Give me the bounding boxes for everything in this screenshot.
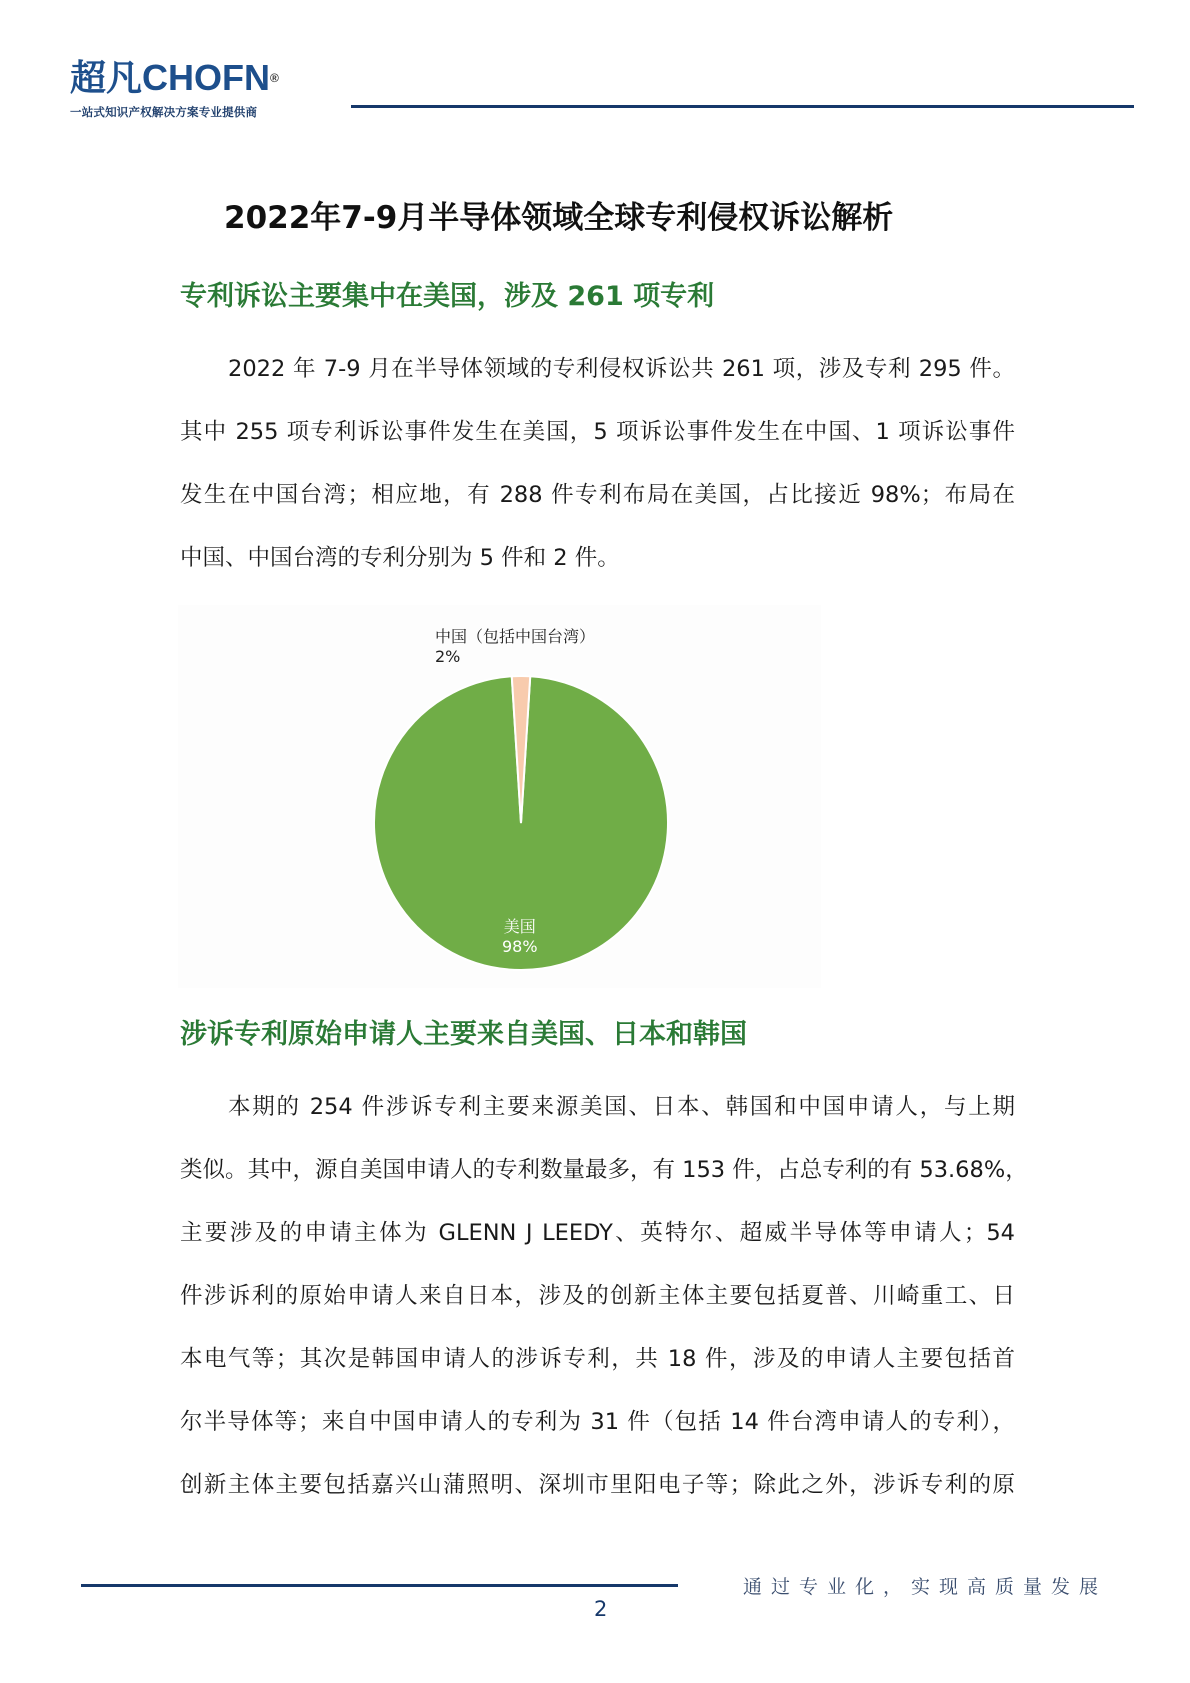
label-china-name: 中国（包括中国台湾） xyxy=(435,627,596,646)
label-china xyxy=(435,627,595,667)
page-number: 2 xyxy=(594,1597,608,1621)
label-usa-value: 98% xyxy=(502,937,538,956)
header-divider xyxy=(351,105,1134,108)
logo-text: 超凡CHOFN xyxy=(70,57,270,98)
text-line: 尔半导体等；来自中国申请人的专利为 31 件（包括 14 件台湾申请人的专利）， xyxy=(180,1409,1015,1435)
registered-mark: ® xyxy=(270,71,279,85)
text-line: 本期的 254 件涉诉专利主要来源美国、日本、韩国和中国申请人，与上期 xyxy=(228,1094,1015,1120)
text-line: 件涉诉利的原始申请人来自日本，涉及的创新主体主要包括夏普、川崎重工、日 xyxy=(180,1283,1015,1309)
pie-chart xyxy=(178,605,821,988)
footer-slogan: 通过专业化，实现高质量发展 xyxy=(743,1576,1108,1598)
paragraph-1 xyxy=(180,338,1015,590)
text-line: 发生在中国台湾；相应地，有 288 件专利布局在美国，占比接近 98%；布局在 xyxy=(180,482,1015,508)
label-usa-name: 美国 xyxy=(503,917,536,936)
logo-tagline: 一站式知识产权解决方案专业提供商 xyxy=(70,105,258,119)
text-line: 中国、中国台湾的专利分别为 5 件和 2 件。 xyxy=(180,545,620,571)
label-china-value: 2% xyxy=(435,647,461,666)
section-heading-2: 涉诉专利原始申请人主要来自美国、日本和韩国 xyxy=(180,1019,747,1050)
page-title: 2022年7-9月半导体领域全球专利侵权诉讼解析 xyxy=(224,200,894,236)
paragraph-2 xyxy=(180,1076,1028,1517)
label-usa xyxy=(502,917,538,957)
section-heading-1: 专利诉讼主要集中在美国，涉及 261 项专利 xyxy=(180,281,715,312)
text-line: 创新主体主要包括嘉兴山蒲照明、深圳市里阳电子等；除此之外，涉诉专利的原 xyxy=(180,1472,1015,1498)
text-line: 其中 255 项专利诉讼事件发生在美国，5 项诉讼事件发生在中国、1 项诉讼事件 xyxy=(180,419,1015,445)
company-logo xyxy=(70,58,279,120)
text-line: 本电气等；其次是韩国申请人的涉诉专利，共 18 件，涉及的申请人主要包括首 xyxy=(180,1346,1015,1372)
text-line: 2022 年 7-9 月在半导体领域的专利侵权诉讼共 261 项，涉及专利 295 件。 xyxy=(228,356,1015,382)
text-line: 主要涉及的申请主体为 GLENN J LEEDY、英特尔、超威半导体等申请人；54 xyxy=(180,1220,1015,1246)
footer-divider xyxy=(81,1584,678,1587)
text-line: 类似。其中，源自美国申请人的专利数量最多，有 153 件，占总专利的有 53.68%， xyxy=(180,1157,1028,1183)
